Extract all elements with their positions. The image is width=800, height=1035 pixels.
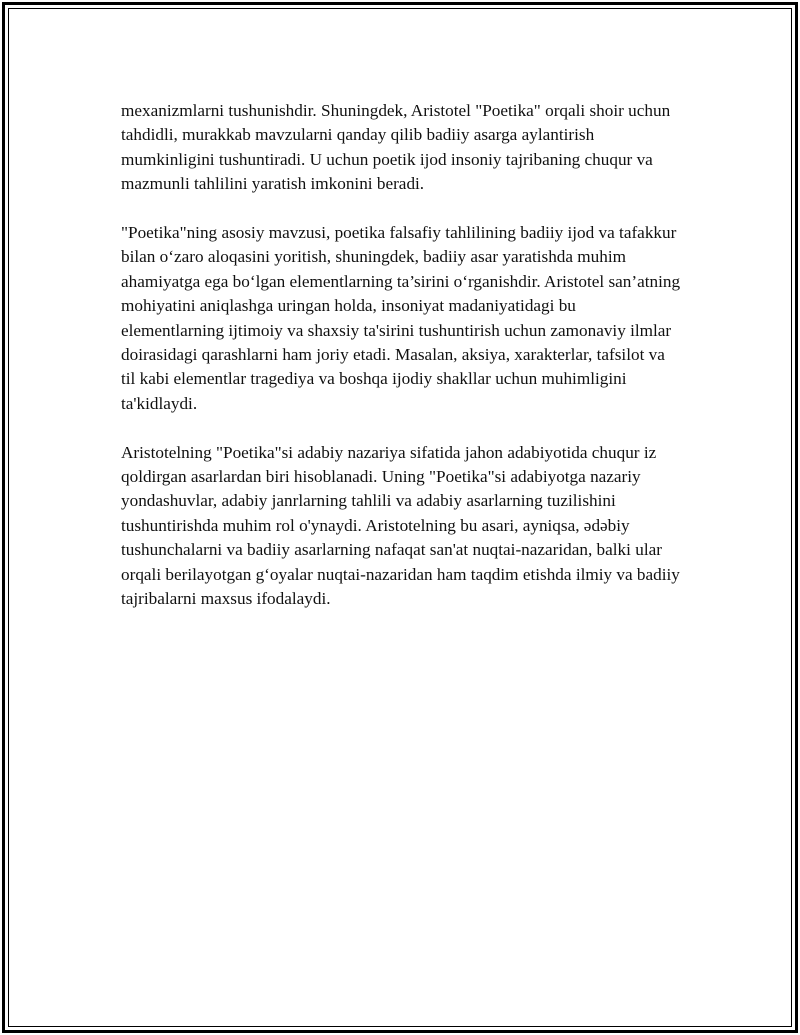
paragraph-1: mexanizmlarni tushunishdir. Shuningdek, Aristotel "Poetika" orqali shoir uchun tahdidli, murakkab mavzularni qanday qilib badiiy asarga aylantirish mumkinligini tushuntiradi. U uchun poetik ijod insoniy tajribaning chuqur va mazmunli tahlilini yaratish imkonini beradi. xyxy=(121,101,671,194)
document-body xyxy=(121,99,683,636)
paragraph-2: "Poetika"ning asosiy mavzusi, poetika falsafiy tahlilining badiiy ijod va tafakkur bilan o‘zaro aloqasini yoritish, shuningdek, badiiy asar yaratishda muhim ahamiyatga ega bo‘lgan elementlarning ta’sirini o‘rganishdir. Aristotel san’atning mohiyatini aniqlashga uringan holda, insoniyat madaniyatidagi bu elementlarning ijtimoiy va shaxsiy ta'sirini tushuntirish uchun zamonaviy ilmlar doirasidagi qarashlarni ham joriy etadi. Masalan, aksiya, xarakterlar, tafsilot va til kabi elementlar tragediya va boshqa ijodiy shakllar uchun muhimligini ta'kidlaydi. xyxy=(121,223,681,413)
page-border-frame xyxy=(2,2,798,1033)
paragraph-3: Aristotelning "Poetika"si adabiy nazariya sifatida jahon adabiyotida chuqur iz qoldirgan asarlardan biri hisoblanadi. Uning "Poetika"si adabiyotga nazariy yondashuvlar, adabiy janrlarning tahlili va adabiy asarlarning tuzilishini tushuntirishda muhim rol o'ynaydi. Aristotelning bu asari, ayniqsa, ədəbiy tushunchalarni va badiiy asarlarning nafaqat san'at nuqtai-nazaridan, balki ular orqali berilayotgan g‘oyalar nuqtai-nazaridan ham taqdim etishda ilmiy va badiiy tajribalarni maxsus ifodalaydi. xyxy=(121,442,680,609)
